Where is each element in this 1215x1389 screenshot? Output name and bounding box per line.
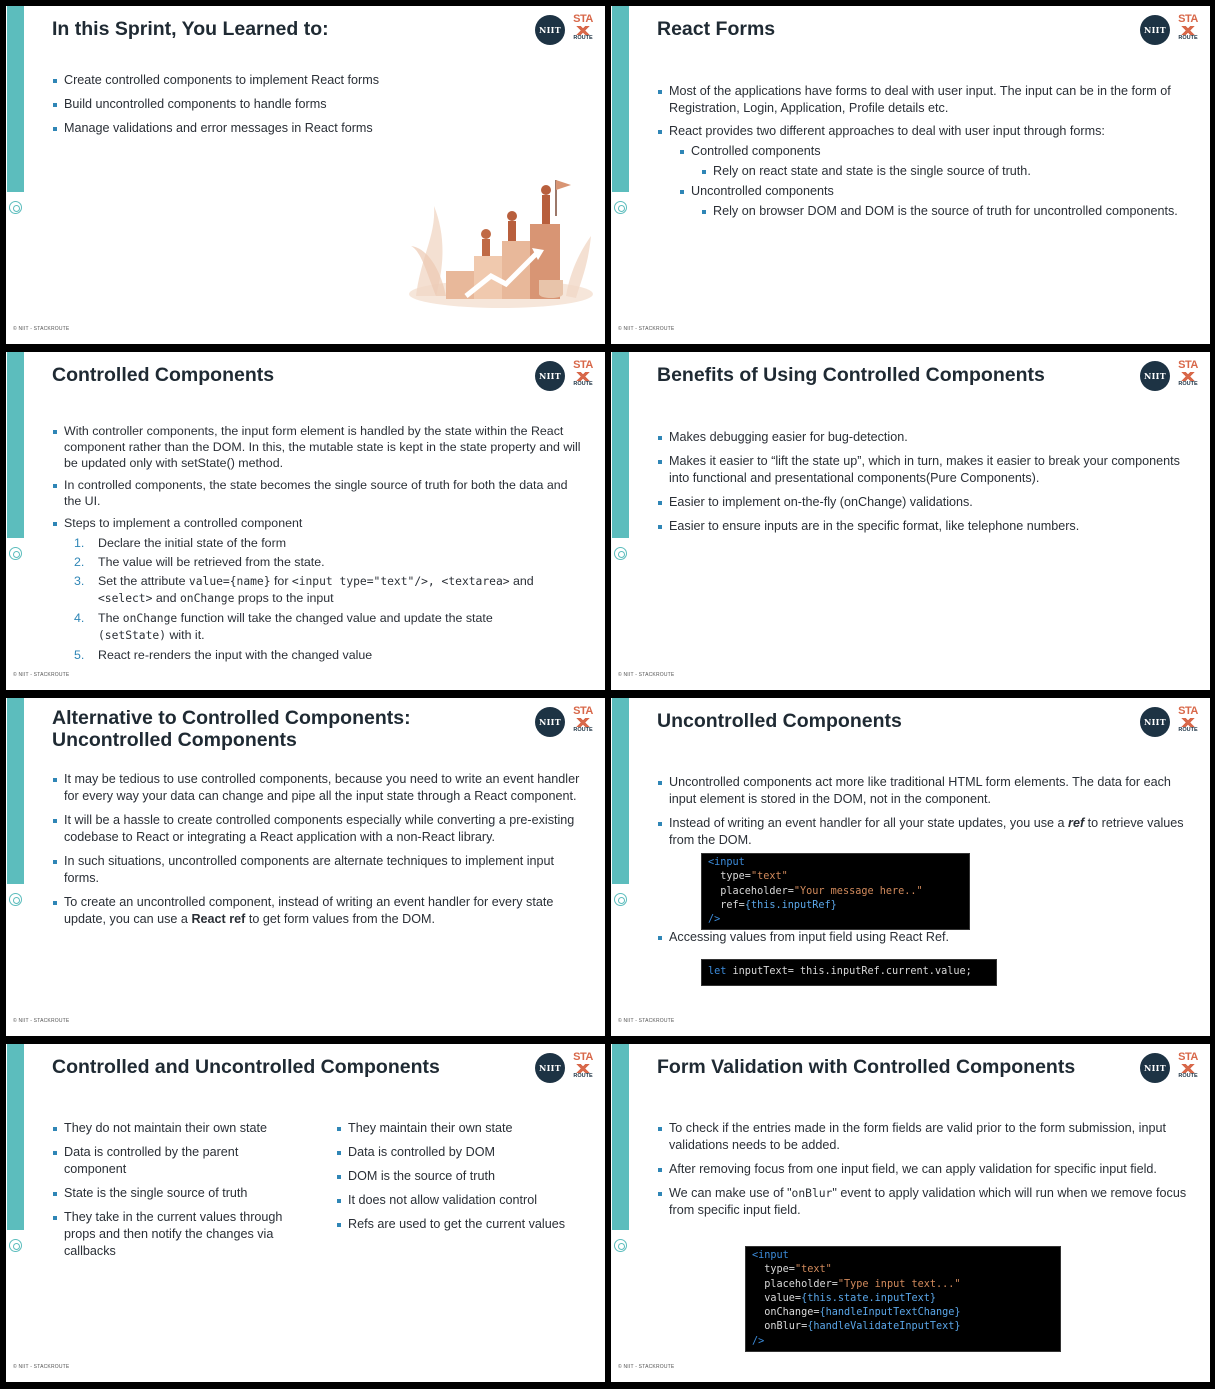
target-icon — [9, 201, 22, 214]
accent-bar — [612, 1044, 629, 1230]
step: 3. Set the attribute value={name} for <input type="text"/>, <textarea> and <select> and onChange props to the input — [74, 574, 534, 605]
copyright: © NIIT - STACKROUTE — [618, 1364, 675, 1370]
sub-bullet: Controlled components — [679, 143, 1187, 160]
step: 5. React re-renders the input with the changed value — [74, 648, 373, 662]
slide-title: Uncontrolled Components — [657, 710, 902, 732]
accent-bar — [612, 352, 629, 538]
slide-title: Controlled Components — [52, 364, 275, 386]
code-snippet-input-ref: <input type="text" placeholder="Your message here.." ref={this.inputRef} /> — [701, 853, 970, 930]
bullet: We can make use of "onBlur" event to apply validation which will run when we remove focus from specific input field. — [657, 1185, 1187, 1219]
step: 1. Declare the initial state of the form — [74, 536, 287, 550]
niit-logo: NIIT — [1140, 707, 1170, 737]
bullet: State is the single source of truth — [52, 1185, 292, 1202]
bullet: Create controlled components to implement React forms — [52, 72, 582, 89]
stackroute-logo: STA ROUTE — [1178, 13, 1198, 41]
bullet: To create an uncontrolled component, instead of writing an event handler for every state update, you can use a React ref to get form values from the DOM. — [52, 894, 582, 928]
bullet: Build uncontrolled components to handle forms — [52, 96, 582, 113]
slide-title: React Forms — [657, 18, 776, 40]
stackroute-logo: STA ROUTE — [573, 705, 593, 733]
bullet: Refs are used to get the current values — [336, 1216, 592, 1233]
bullet: Uncontrolled components act more like traditional HTML form elements. The data for each input element is stored in the DOM, not in the component. — [657, 774, 1187, 808]
niit-logo: NIIT — [1140, 1053, 1170, 1083]
copyright: © NIIT - STACKROUTE — [13, 1018, 70, 1024]
stackroute-logo: STA ROUTE — [1178, 1051, 1198, 1079]
copyright: © NIIT - STACKROUTE — [618, 1018, 675, 1024]
slide-body — [657, 774, 1187, 856]
sub-sub-bullet: Rely on browser DOM and DOM is the source of truth for uncontrolled components. — [701, 203, 1187, 220]
stackroute-logo: STA ROUTE — [1178, 359, 1198, 387]
bullet: With controller components, the input form element is handled by the state within the React component rather than the DOM. In this, the mutable state is kept in the state property and will be updated only with setState() method. — [52, 423, 582, 471]
accent-bar — [612, 6, 629, 192]
target-icon — [9, 1239, 22, 1252]
bullet: Easier to implement on-the-fly (onChange) validations. — [657, 494, 1187, 511]
target-icon — [614, 547, 627, 560]
niit-logo: NIIT — [535, 707, 565, 737]
slide-body — [657, 1120, 1187, 1226]
niit-logo: NIIT — [535, 15, 565, 45]
bullet: Makes it easier to “lift the state up”, which in turn, makes it easier to break your components into functional and presentational components(Pure Components). — [657, 453, 1187, 487]
slide-controlled-components — [6, 352, 605, 690]
step: 2. The value will be retrieved from the state. — [74, 555, 325, 569]
stackroute-logo: STA ROUTE — [573, 359, 593, 387]
bullet: In controlled components, the state becomes the single source of truth for both the data and the UI. — [52, 477, 582, 509]
controlled-column — [52, 1120, 292, 1267]
slide-uncontrolled-components — [611, 698, 1210, 1036]
code-snippet-onblur-input: <input type="text" placeholder="Type input text..." value={this.state.inputText} onChange={handleInputTextChange} onBlur={handleValidateInputText} /> — [745, 1246, 1061, 1352]
sub-bullet: Uncontrolled components — [679, 183, 1187, 200]
team-climbing-illustration-icon — [406, 176, 596, 316]
accent-bar — [7, 352, 24, 538]
slide-body-2 — [657, 929, 1187, 953]
bullet: They take in the current values through props and then notify the changes via callbacks — [52, 1209, 292, 1260]
copyright: © NIIT - STACKROUTE — [13, 326, 70, 332]
target-icon — [614, 201, 627, 214]
slide-title: Alternative to Controlled Components: Uncontrolled Components — [52, 707, 411, 751]
slide-title: Benefits of Using Controlled Components — [657, 364, 1045, 386]
bullet: Most of the applications have forms to deal with user input. The input can be in the form of Registration, Login, Application, Profile details etc. — [657, 83, 1187, 117]
bullet: They maintain their own state — [336, 1120, 592, 1137]
slide-title: Controlled and Uncontrolled Components — [52, 1056, 440, 1078]
bullet: Easier to ensure inputs are in the specific format, like telephone numbers. — [657, 518, 1187, 535]
bullet: React provides two different approaches to deal with user input through forms: — [657, 123, 1187, 140]
bullet: In such situations, uncontrolled components are alternate techniques to implement input forms. — [52, 853, 582, 887]
slide-title: In this Sprint, You Learned to: — [52, 18, 329, 40]
slide-alternative-uncontrolled — [6, 698, 605, 1036]
target-icon — [614, 893, 627, 906]
slide-benefits — [611, 352, 1210, 690]
slide-body — [52, 423, 582, 666]
slide-title: Form Validation with Controlled Components — [657, 1056, 1076, 1078]
bullet: Data is controlled by the parent component — [52, 1144, 292, 1178]
steps-list — [52, 535, 582, 663]
sub-sub-bullet: Rely on react state and state is the single source of truth. — [701, 163, 1187, 180]
bullet: Accessing values from input field using React Ref. — [657, 929, 1187, 946]
bullet: Data is controlled by DOM — [336, 1144, 592, 1161]
copyright: © NIIT - STACKROUTE — [618, 326, 675, 332]
accent-bar — [612, 698, 629, 884]
slide-react-forms — [611, 6, 1210, 344]
bullet: Instead of writing an event handler for all your state updates, you use a ref to retrieve values from the DOM. — [657, 815, 1187, 849]
target-icon — [9, 547, 22, 560]
slide-form-validation — [611, 1044, 1210, 1382]
stackroute-logo: STA ROUTE — [573, 13, 593, 41]
accent-bar — [7, 6, 24, 192]
bullet: Makes debugging easier for bug-detection. — [657, 429, 1187, 446]
copyright: © NIIT - STACKROUTE — [13, 1364, 70, 1370]
slide-body — [657, 83, 1187, 223]
bullet: To check if the entries made in the form fields are valid prior to the form submission, input validations needs to be added. — [657, 1120, 1187, 1154]
niit-logo: NIIT — [535, 361, 565, 391]
copyright: © NIIT - STACKROUTE — [618, 672, 675, 678]
bullet: It does not allow validation control — [336, 1192, 592, 1209]
accent-bar — [7, 698, 24, 884]
bullet: It will be a hassle to create controlled components especially while converting a pre-existing codebase to React or integrating a React application with a non-React library. — [52, 812, 582, 846]
code-snippet-ref-value: let inputText= this.inputRef.current.value; — [701, 959, 997, 986]
stackroute-logo: STA ROUTE — [1178, 705, 1198, 733]
step: 4. The onChange function will take the changed value and update the state (setState) with it. — [74, 611, 493, 642]
slide-sprint-summary — [6, 6, 605, 344]
accent-bar — [7, 1044, 24, 1230]
bullet: Manage validations and error messages in React forms — [52, 120, 582, 137]
copyright: © NIIT - STACKROUTE — [13, 672, 70, 678]
niit-logo: NIIT — [1140, 15, 1170, 45]
bullet: Steps to implement a controlled component — [52, 515, 582, 531]
slide-controlled-vs-uncontrolled — [6, 1044, 605, 1382]
bullet: They do not maintain their own state — [52, 1120, 292, 1137]
niit-logo: NIIT — [1140, 361, 1170, 391]
bullet: After removing focus from one input field, we can apply validation for specific input field. — [657, 1161, 1187, 1178]
stackroute-logo: STA ROUTE — [573, 1051, 593, 1079]
niit-logo: NIIT — [535, 1053, 565, 1083]
target-icon — [9, 893, 22, 906]
slide-body — [52, 72, 582, 144]
uncontrolled-column — [336, 1120, 592, 1240]
bullet: DOM is the source of truth — [336, 1168, 592, 1185]
slide-body — [657, 429, 1187, 542]
slide-body — [52, 771, 582, 935]
bullet: It may be tedious to use controlled components, because you need to write an event handler for every way your data can change and pipe all the input state through a React component. — [52, 771, 582, 805]
target-icon — [614, 1239, 627, 1252]
